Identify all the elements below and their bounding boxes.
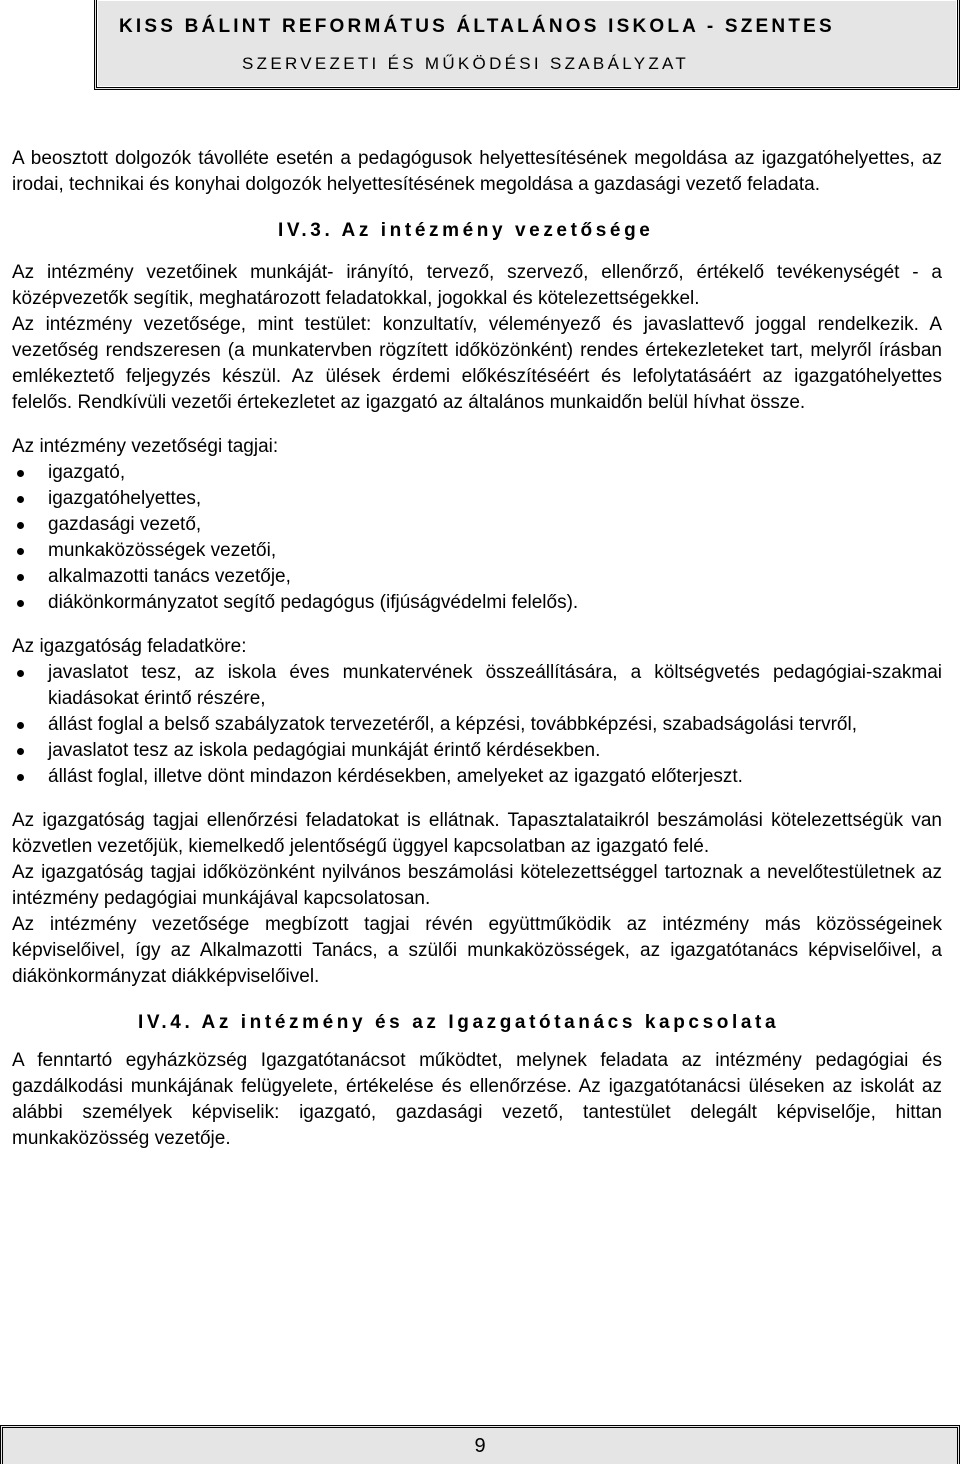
leadership-paragraph-3: Az igazgatóság tagjai ellenőrzési feladatokat is ellátnak. Tapasztalataikról beszámolási kötelezettségük van közvetlen vezetőjük, kiemelkedő jelentőségű üggyel kapcsolatban az igazgató felé. bbox=[12, 810, 942, 857]
list-item: javaslatot tesz az iskola pedagógiai munkáját érintő kérdésekben. bbox=[12, 738, 942, 764]
board-paragraph: A fenntartó egyházközség Igazgatótanácsot működtet, melynek feladata az intézmény pedagógiai és gazdálkodási munkájának felügyelete, értékelése és ellenőrzése. Az igazgatótanácsi üléseken az iskolát az alábbi személyek képviselik: igazgató, gazdasági vezető, tantestület delegált képviselője, hittan munkaközösség vezetője. bbox=[12, 1050, 942, 1149]
leadership-paragraph-5: Az intézmény vezetősége megbízott tagjai révén együttműködik az intézmény más közösségeinek képviselőivel, így az Alkalmazotti Tanács, a szülői munkaközösségek, az igazgatótanács képviselőivel, a diákönkormányzat diákképviselőivel. bbox=[12, 914, 942, 987]
page-content bbox=[12, 146, 942, 1152]
page-number: 9 bbox=[474, 1435, 486, 1457]
list-item: igazgató, bbox=[12, 460, 942, 486]
list-item: munkaközösségek vezetői, bbox=[12, 538, 942, 564]
leadership-paragraph-1: Az intézmény vezetőinek munkáját- irányító, tervező, szervező, ellenőrző, értékelő tevékenységét - a középvezetők segítik, meghatározott feladatokkal, jogokkal és kötelezettségekkel. bbox=[12, 262, 942, 309]
document-header bbox=[94, 0, 960, 90]
list-item: gazdasági vezető, bbox=[12, 512, 942, 538]
list-item: igazgatóhelyettes, bbox=[12, 486, 942, 512]
page-footer bbox=[0, 1425, 960, 1464]
section-heading-iv4: IV.4. Az intézmény és az Igazgatótanács kapcsolata bbox=[138, 1012, 780, 1033]
members-heading: Az intézmény vezetőségi tagjai: bbox=[12, 436, 279, 457]
duties-list bbox=[12, 660, 942, 790]
section-heading-iv3: IV.3. Az intézmény vezetősége bbox=[278, 220, 654, 241]
leadership-paragraph-4: Az igazgatóság tagjai időközönként nyilvános beszámolási kötelezettséggel tartoznak a nevelőtestületnek az intézmény pedagógiai munkájával kapcsolatosan. bbox=[12, 862, 942, 909]
list-item: diákönkormányzatot segítő pedagógus (ifjúságvédelmi felelős). bbox=[12, 590, 942, 616]
list-item: alkalmazotti tanács vezetője, bbox=[12, 564, 942, 590]
leadership-paragraph-2: Az intézmény vezetősége, mint testület: konzultatív, véleményező és javaslattevő joggal rendelkezik. A vezetőség rendszeresen (a munkatervben rögzített időközönként) rendes értekezleteket tart, melyről írásban emlékeztető feljegyzés készül. Az ülések érdemi előkészítéséért és lefolytatásáért az igazgatóhelyettes felelős. Rendkívüli vezetői értekezletet az igazgató az általános munkaidőn belül hívhat össze. bbox=[12, 314, 942, 413]
intro-paragraph: A beosztott dolgozók távolléte esetén a pedagógusok helyettesítésének megoldása az igazgatóhelyettes, az irodai, technikai és konyhai dolgozók helyettesítésének megoldása a gazdasági vezető feladata. bbox=[12, 148, 942, 195]
duties-heading: Az igazgatóság feladatköre: bbox=[12, 636, 247, 657]
list-item: állást foglal a belső szabályzatok tervezetéről, a képzési, továbbképzési, szabadságolási tervről, bbox=[12, 712, 942, 738]
document-title: SZERVEZETI ÉS MŰKÖDÉSI SZABÁLYZAT bbox=[242, 54, 690, 73]
list-item: javaslatot tesz, az iskola éves munkatervének összeállítására, a költségvetés pedagógiai-szakmai kiadásokat érintő részére, bbox=[12, 660, 942, 712]
list-item: állást foglal, illetve dönt mindazon kérdésekben, amelyeket az igazgató előterjeszt. bbox=[12, 764, 942, 790]
school-name: KISS BÁLINT REFORMÁTUS ÁLTALÁNOS ISKOLA - SZENTES bbox=[119, 16, 835, 37]
members-list bbox=[12, 460, 942, 616]
